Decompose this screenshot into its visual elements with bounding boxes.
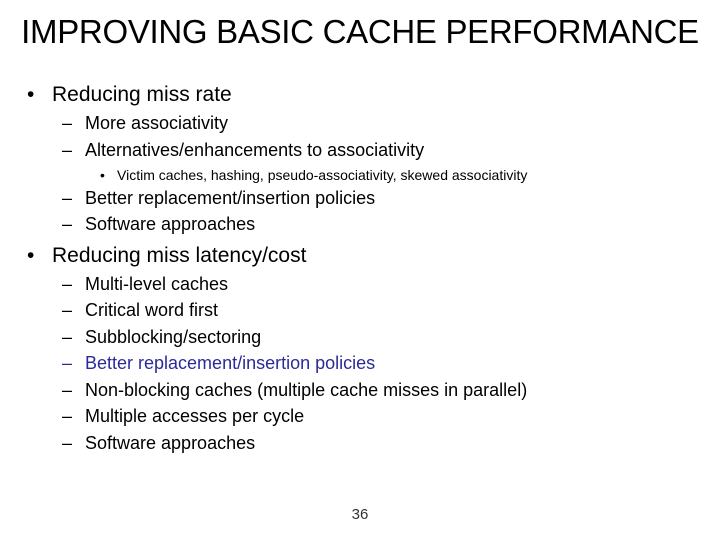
bullet-marker: • [100,167,105,183]
item-text: Multiple accesses per cycle [85,406,305,426]
item-text: More associativity [85,113,229,133]
section-heading-miss-rate: Reducing miss rate [52,83,232,106]
dash-marker: – [62,140,73,160]
section-heading-miss-latency: Reducing miss latency/cost [52,244,307,267]
dash-marker: – [62,406,73,426]
dash-marker: – [62,300,73,320]
item-text: Non-blocking caches (multiple cache misses in parallel) [85,380,528,400]
slide-title: IMPROVING BASIC CACHE PERFORMANCE [21,13,699,50]
dash-marker: – [62,188,73,208]
bullet-reducing-miss-rate [27,82,327,108]
item-more-associativity [62,111,562,135]
dash-marker: – [62,274,73,294]
subitem-text: Victim caches, hashing, pseudo-associativity, skewed associativity [117,167,528,183]
item-text: Better replacement/insertion policies [85,188,376,208]
item-text: Better replacement/insertion policies [85,353,376,373]
item-software-approaches [62,212,622,236]
item-text: Multi-level caches [85,274,229,294]
dash-marker: – [62,214,73,234]
item-text: Software approaches [85,214,256,234]
item-better-replacement [62,186,622,210]
item-text: Software approaches [85,433,256,453]
item-software-approaches-2 [62,431,622,455]
item-critical-word-first [62,298,622,322]
dash-marker: – [62,353,73,373]
bullet-marker: • [27,244,35,267]
item-subblocking-sectoring [62,325,622,349]
item-text: Critical word first [85,300,219,320]
item-alternatives-enhancements [62,138,622,162]
dash-marker: – [62,327,73,347]
item-text: Subblocking/sectoring [85,327,262,347]
item-text: Alternatives/enhancements to associativity [85,140,425,160]
dash-marker: – [62,433,73,453]
subitem-victim-caches [100,166,680,184]
dash-marker: – [62,380,73,400]
bullet-marker: • [27,83,35,106]
item-multiple-accesses [62,404,622,428]
item-multi-level-caches [62,272,622,296]
item-better-replacement-highlighted [62,351,622,375]
bullet-reducing-miss-latency [27,243,427,269]
page-number: 36 [351,506,369,523]
item-non-blocking-caches [62,378,682,402]
dash-marker: – [62,113,73,133]
